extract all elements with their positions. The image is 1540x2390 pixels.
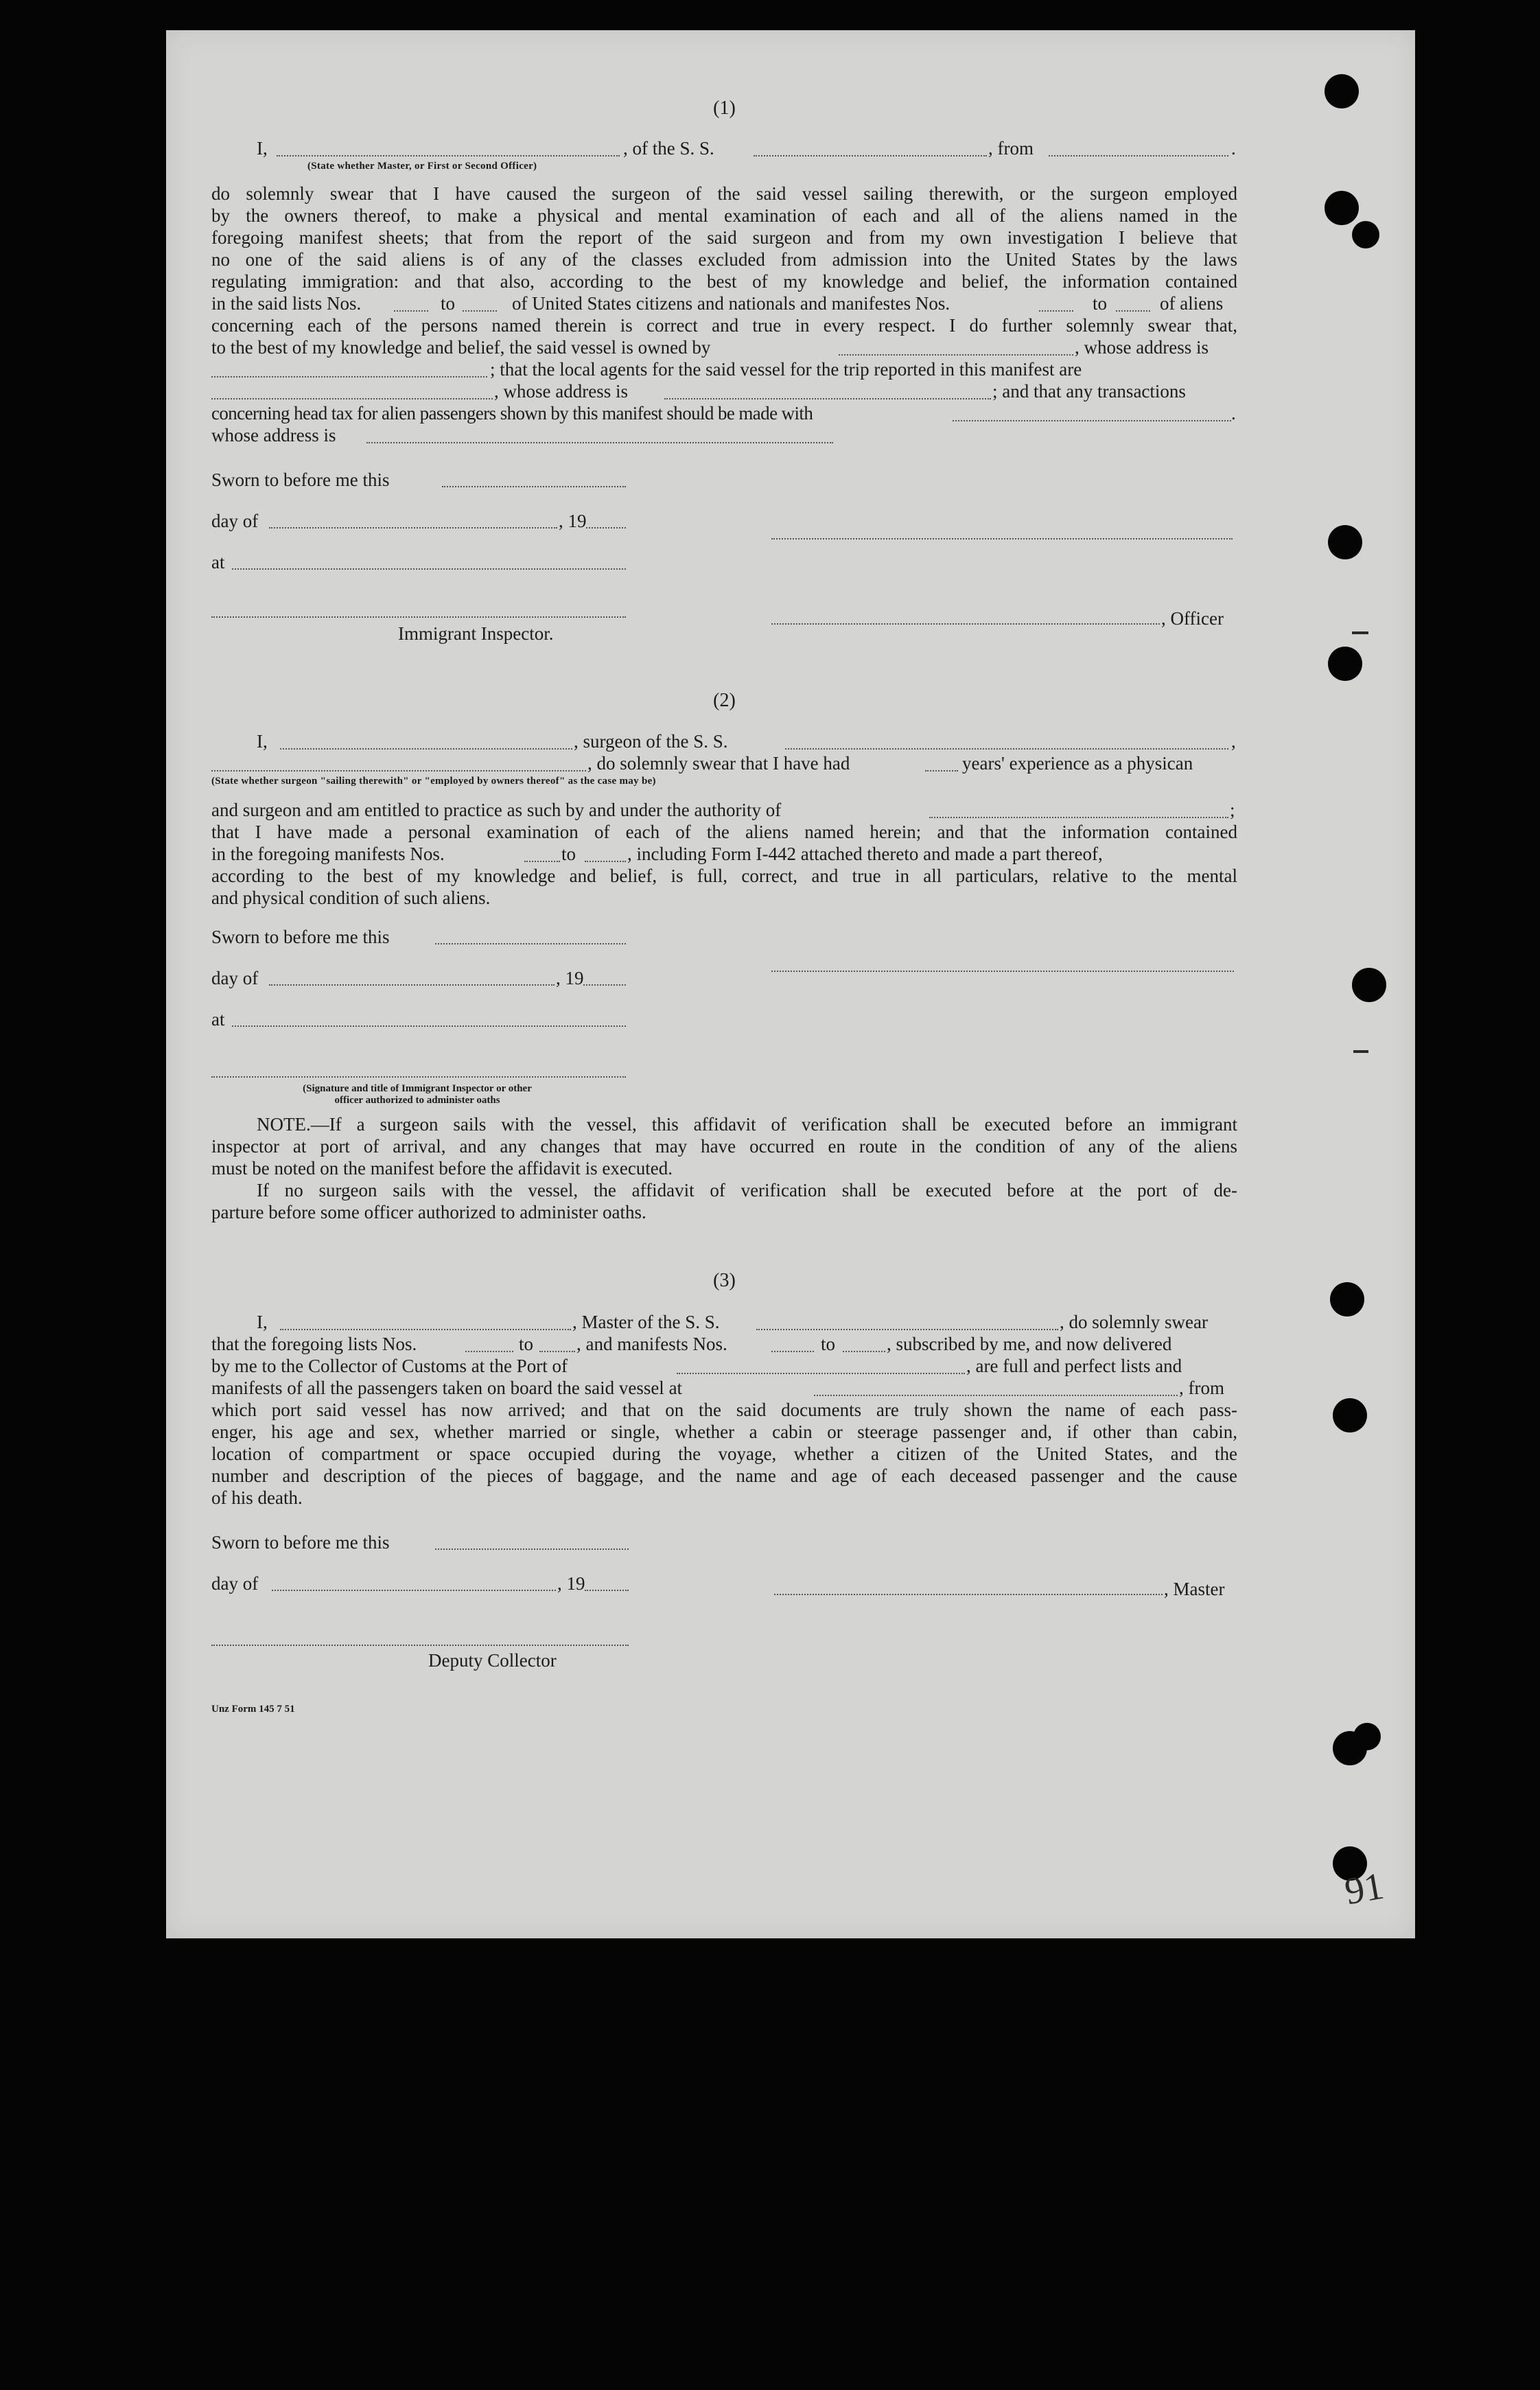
s3-master-line (774, 1594, 1163, 1595)
s1-year-line (586, 527, 626, 529)
s1-caption: (State whether Master, or First or Second Officer) (307, 161, 537, 172)
s2-note-line: NOTE.—If a surgeon sails with the vessel, this affidavit of verification shall be executed before an immigrant (257, 1114, 1237, 1135)
form-number: Unz Form 145 7 51 (211, 1704, 295, 1715)
s1-dayof-line (269, 527, 557, 529)
s3-deputy-label: Deputy Collector (428, 1650, 557, 1671)
s2-dayof-line (269, 984, 555, 986)
s1-signature-line (771, 538, 1233, 540)
s1-year-label: , 19 (559, 511, 587, 531)
s3-master-label: , Master (1164, 1579, 1225, 1599)
s2-sworn-line (435, 943, 626, 944)
s1-officer-line (771, 623, 1160, 625)
s2-year-line (583, 984, 626, 986)
s1-inspector-line (211, 616, 626, 618)
s2-caption: (State whether surgeon "sailing therewith" or "employed by owners thereof" as the case may be) (211, 776, 656, 787)
s3-para-line: enger, his age and sex, whether married or single, whether a cabin or steerage passenger and, if other than cabin, (211, 1422, 1237, 1442)
s1-para-line: no one of the said aliens is of any of the classes excluded from admission into the United States by the laws (211, 249, 1237, 270)
s1-sworn-line (442, 486, 626, 487)
s2-para-line: according to the best of my knowledge and belief, is full, correct, and true in all particulars, relative to the mental (211, 866, 1237, 886)
s1-at-line (232, 568, 626, 570)
s3-sworn-label: Sworn to before me this (211, 1532, 390, 1553)
s1-at-label: at (211, 552, 225, 572)
s1-para-line: concerning each of the persons named therein is correct and true in every respect. I do further solemnly swear that, (211, 315, 1237, 336)
s1-para-line: foregoing manifest sheets; that from the report of the said surgeon and from my own investigation I believe that (211, 227, 1237, 248)
s1-dayof-label: day of (211, 511, 259, 531)
scratch-mark (1353, 1050, 1368, 1053)
s2-para-line: that I have made a personal examination of each of the aliens named herein; and that the information contained (211, 822, 1237, 842)
s1-officer-label: , Officer (1161, 608, 1224, 629)
s3-para-line: location of compartment or space occupied during the voyage, whether a citizen of the United States, and the (211, 1443, 1237, 1464)
s3-deputy-line (211, 1645, 629, 1646)
section-3-number: (3) (713, 1270, 736, 1291)
s3-sworn-line (435, 1548, 629, 1550)
s3-para-line: number and description of the pieces of baggage, and the name and age of each deceased passenger and the cause (211, 1465, 1237, 1486)
handwritten-page-number: 91 (1342, 1864, 1387, 1914)
s2-note-line: must be noted on the manifest before the affidavit is executed. (211, 1158, 673, 1179)
binder-hole (1325, 191, 1359, 225)
s2-signature-caption: (Signature and title of Immigrant Inspector or other officer authorized to administer oaths (303, 1083, 532, 1106)
s2-year-label: , 19 (556, 968, 584, 988)
scratch-mark (1352, 631, 1368, 634)
s2-dayof-label: day of (211, 968, 259, 988)
binder-hole (1328, 525, 1362, 559)
s1-para-line: regulating immigration: and that also, according to the best of my knowledge and belief, the information contained (211, 271, 1237, 292)
s1-inspector-label: Immigrant Inspector. (398, 623, 554, 644)
s2-para-line: and physical condition of such aliens. (211, 887, 491, 908)
s2-at-line (232, 1025, 626, 1027)
section-2-number: (2) (713, 690, 736, 711)
binder-hole (1352, 221, 1379, 248)
s2-note-line: parture before some officer authorized to administer oaths. (211, 1202, 646, 1222)
binder-hole (1328, 647, 1362, 681)
s3-year-line (585, 1590, 629, 1591)
s2-inspector-line (211, 1076, 626, 1078)
s2-note-line: If no surgeon sails with the vessel, the affidavit of verification shall be executed before at the port of de- (257, 1180, 1237, 1200)
s3-para-line: of his death. (211, 1487, 303, 1508)
s3-dayof-label: day of (211, 1573, 259, 1594)
s1-para-line: by the owners thereof, to make a physical and mental examination of each and all of the aliens named in the (211, 205, 1237, 226)
s3-para-line: which port said vessel has now arrived; and that on the said documents are truly shown the name of each pass- (211, 1400, 1237, 1420)
s2-note-line: inspector at port of arrival, and any changes that may have occurred en route in the condition of any of the aliens (211, 1136, 1237, 1157)
binder-hole (1353, 1723, 1381, 1750)
binder-hole (1330, 1282, 1364, 1316)
s1-para-line: do solemnly swear that I have caused the surgeon of the said vessel sailing therewith, or the surgeon employed (211, 183, 1237, 204)
section-1-number: (1) (713, 97, 736, 119)
s2-sworn-label: Sworn to before me this (211, 927, 390, 947)
binder-hole (1333, 1398, 1367, 1432)
binder-hole (1325, 74, 1359, 108)
s2-signature-line (771, 971, 1234, 972)
s3-year-label: , 19 (557, 1573, 585, 1594)
s1-sworn-label: Sworn to before me this (211, 469, 390, 490)
s3-dayof-line (272, 1590, 556, 1591)
s2-at-label: at (211, 1009, 225, 1030)
binder-hole (1352, 968, 1386, 1002)
